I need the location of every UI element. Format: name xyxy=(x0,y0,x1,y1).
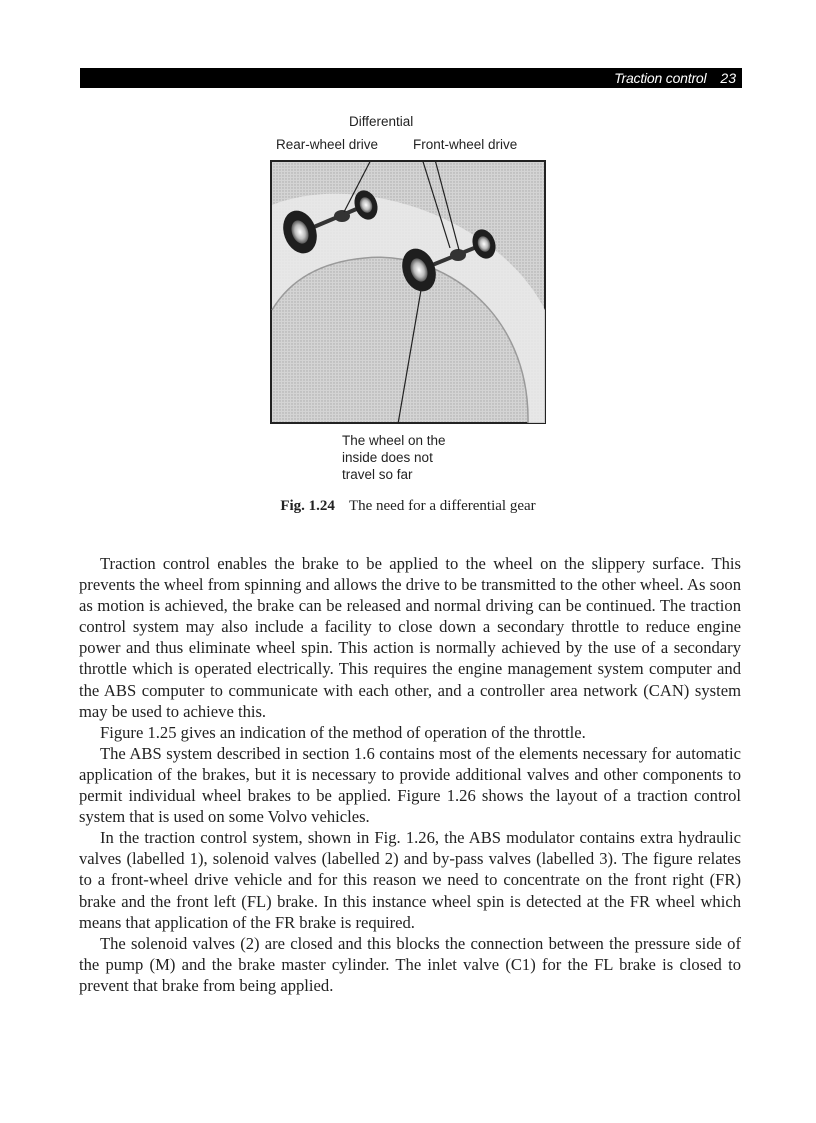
label-differential: Differential xyxy=(349,114,414,129)
differential-illustration xyxy=(270,160,546,424)
front-differential-icon xyxy=(450,249,466,261)
paragraph: Traction control enables the brake to be applied to the wheel on the slippery surface. This prevents the wheel from spinning and allows the drive to be transmitted to the other wheel. As soon as motion is achieved, the brake can be released and normal driving can be continued. The traction control system may also include a facility to close down a secondary throttle to reduce engine power and thus eliminate wheel spin. This action is normally achieved by the use of a secondary throttle which is operated electrically. This requires the engine management system computer and the ABS computer to communicate with each other, and a controller area network (CAN) system may be used to achieve this. xyxy=(79,554,741,721)
inner-wheel-note-line: inside does not xyxy=(342,450,433,465)
inner-wheel-note-line: travel so far xyxy=(342,467,413,482)
label-front-wheel-drive: Front-wheel drive xyxy=(413,137,518,152)
label-rear-wheel-drive: Rear-wheel drive xyxy=(276,137,379,152)
paragraph: The solenoid valves (2) are closed and this blocks the connection between the pressure side of the pump (M) and the brake master cylinder. The inlet valve (C1) for the FL brake is closed to prevent that brake from being applied. xyxy=(79,933,741,995)
figure-number: Fig. 1.24 xyxy=(280,498,335,514)
rear-differential-icon xyxy=(334,210,350,222)
body-text xyxy=(79,553,741,996)
figure-caption xyxy=(0,498,816,515)
page-number: 23 xyxy=(720,70,736,86)
running-header xyxy=(80,68,742,88)
inner-wheel-note xyxy=(342,432,446,483)
paragraph: Figure 1.25 gives an indication of the method of operation of the throttle. xyxy=(100,722,586,742)
paragraph: The ABS system described in section 1.6 contains most of the elements necessary for automatic application of the brakes, but it is necessary to provide additional valves and other components to permit individual wheel brakes to be applied. Figure 1.26 shows the layout of a traction control system that is used on some Volvo vehicles. xyxy=(79,743,741,827)
running-header-title: Traction control xyxy=(614,70,707,86)
figure-caption-text: The need for a differential gear xyxy=(348,498,536,514)
inner-wheel-note-line: The wheel on the xyxy=(342,433,446,448)
paragraph: In the traction control system, shown in Fig. 1.26, the ABS modulator contains extra hydraulic valves (labelled 1), solenoid valves (labelled 2) and by-pass valves (labelled 3). The figure relates to a front-wheel drive vehicle and for this reason we need to concentrate on the front right (FR) brake and the front left (FL) brake. In this instance wheel spin is detected at the FR wheel which means that application of the FR brake is required. xyxy=(79,828,741,932)
